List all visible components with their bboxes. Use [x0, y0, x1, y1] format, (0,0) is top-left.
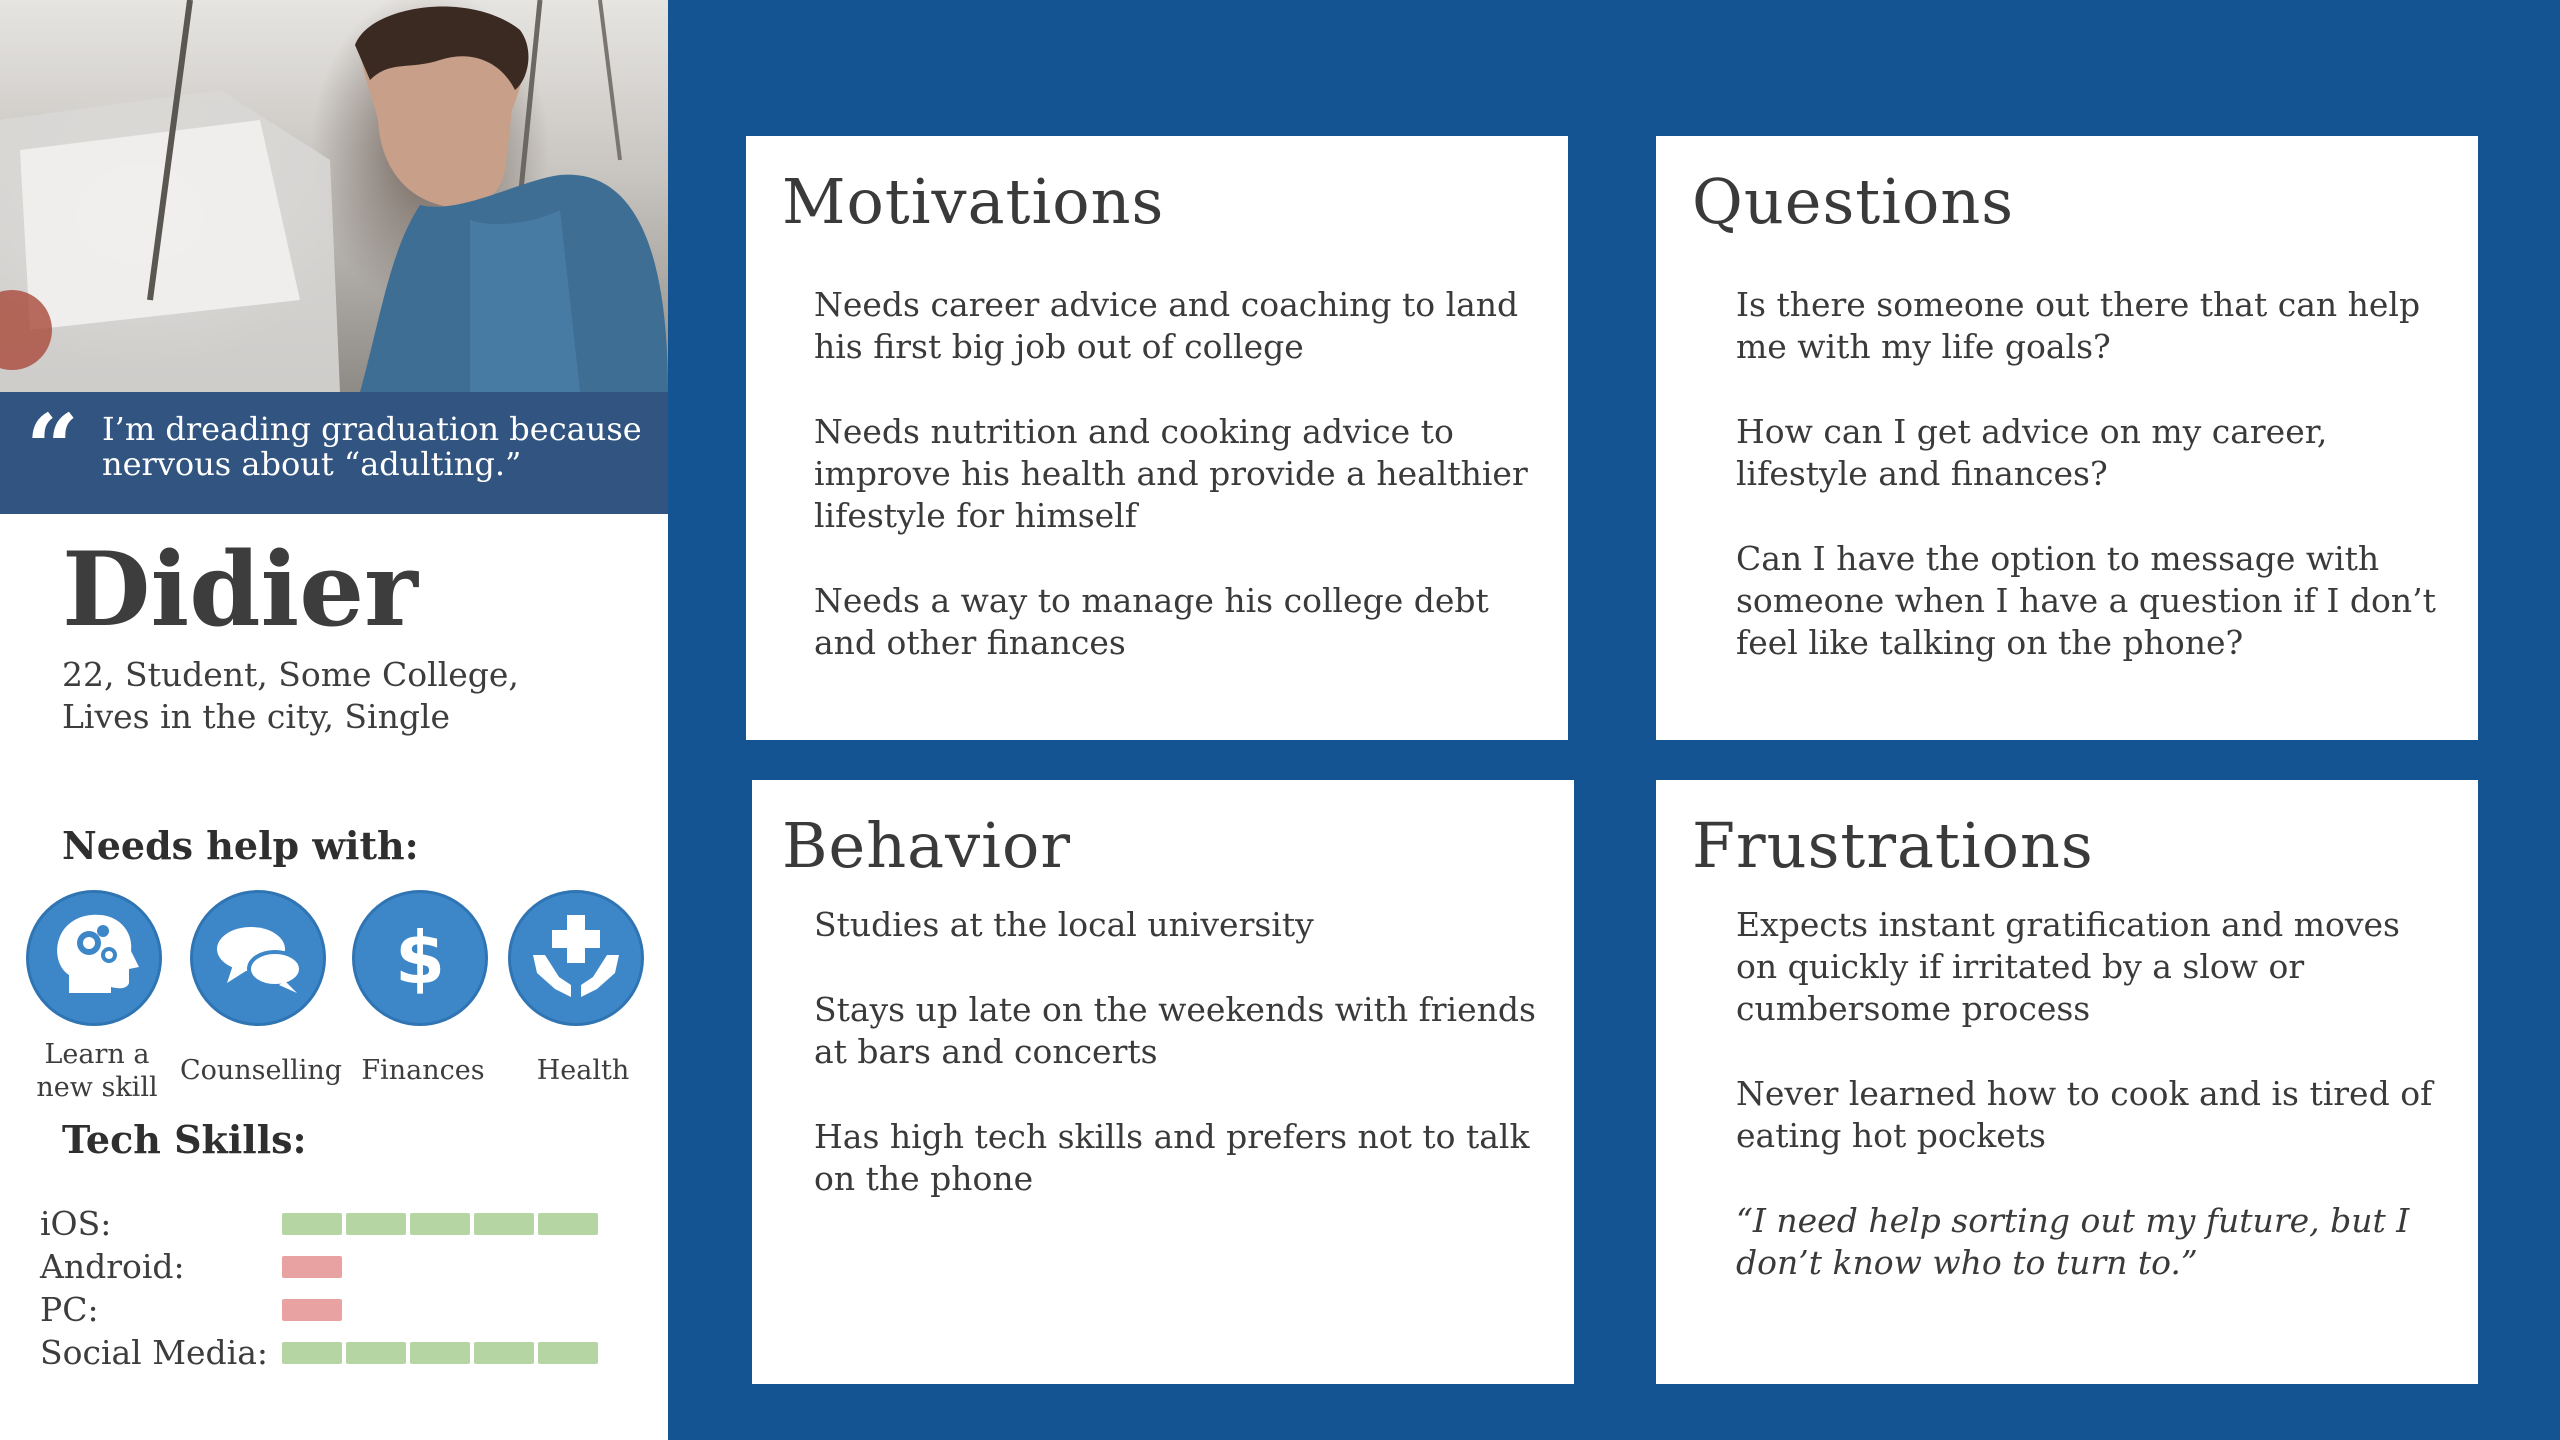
- skill-bar: [282, 1299, 602, 1321]
- skill-segment: [410, 1342, 470, 1364]
- list-item: Never learned how to cook and is tired of eating hot pockets: [1736, 1074, 2433, 1155]
- list-item: Needs nutrition and cooking advice to improve his health and provide a healthier lifestyle for himself: [814, 412, 1528, 535]
- persona-photo: [0, 0, 668, 392]
- persona-description: 22, Student, Some College, Lives in the city, Single: [62, 655, 519, 736]
- needs-heading: Needs help with:: [62, 823, 419, 868]
- need-label-learn: Learn a new skill: [36, 1039, 158, 1103]
- persona-quote: I’m dreading graduation because nervous about “adulting.”: [102, 410, 642, 483]
- skill-bar: [282, 1342, 602, 1364]
- quote-mark-icon: “: [26, 394, 79, 502]
- card-list: [814, 284, 1538, 707]
- tech-skills-heading: Tech Skills:: [62, 1117, 307, 1162]
- dollar-icon: [352, 890, 488, 1026]
- skill-label: PC:: [40, 1290, 99, 1329]
- persona-photo-illustration: [0, 0, 668, 392]
- skill-segment: [282, 1342, 342, 1364]
- head-gears-icon: [26, 890, 162, 1026]
- skill-bar: [282, 1256, 602, 1278]
- list-item: Stays up late on the weekends with friends at bars and concerts: [814, 990, 1536, 1071]
- speech-bubbles-icon: [190, 890, 326, 1026]
- list-item: Expects instant gratification and moves on quickly if irritated by a slow or cumbersome process: [1736, 905, 2400, 1028]
- skill-segment: [538, 1342, 598, 1364]
- need-label-health: Health: [536, 1055, 630, 1086]
- persona-name: Didier: [62, 530, 418, 650]
- skill-label: iOS:: [40, 1204, 112, 1243]
- skill-row-social-media: [40, 1332, 640, 1374]
- list-item: Needs a way to manage his college debt and other finances: [814, 581, 1489, 662]
- skill-segment: [474, 1342, 534, 1364]
- skill-segment: [282, 1299, 342, 1321]
- card-title: Motivations: [782, 165, 1165, 238]
- need-label-counselling: Counselling: [179, 1055, 343, 1086]
- need-label-finances: Finances: [361, 1055, 485, 1086]
- motivations-card: [746, 136, 1568, 740]
- skill-segment: [346, 1342, 406, 1364]
- skill-segment: [538, 1213, 598, 1235]
- card-title: Questions: [1692, 165, 2015, 238]
- frustrations-card: [1656, 780, 2478, 1384]
- skill-label: Social Media:: [40, 1333, 269, 1372]
- card-list: [814, 904, 1544, 1243]
- list-item: How can I get advice on my career, lifestyle and finances?: [1736, 412, 2328, 493]
- skill-segment: [474, 1213, 534, 1235]
- skill-segment: [282, 1256, 342, 1278]
- skill-row-ios: [40, 1203, 640, 1245]
- hands-cross-icon: [508, 890, 644, 1026]
- skill-label: Android:: [40, 1247, 185, 1286]
- list-item: Has high tech skills and prefers not to talk on the phone: [814, 1117, 1530, 1198]
- skill-row-pc: [40, 1289, 640, 1331]
- skill-segment: [410, 1213, 470, 1235]
- skill-segment: [346, 1213, 406, 1235]
- list-item: Is there someone out there that can help me with my life goals?: [1736, 285, 2421, 366]
- list-item-quote: “I need help sorting out my future, but I don’t know who to turn to.”: [1736, 1201, 2410, 1282]
- skill-segment: [282, 1213, 342, 1235]
- list-item: Needs career advice and coaching to land his first big job out of college: [814, 285, 1519, 366]
- list-item: Can I have the option to message with someone when I have a question if I don’t feel like talking on the phone?: [1736, 539, 2436, 662]
- skill-row-android: [40, 1246, 640, 1288]
- behavior-card: [752, 780, 1574, 1384]
- questions-card: [1656, 136, 2478, 740]
- card-title: Behavior: [782, 809, 1071, 882]
- card-title: Frustrations: [1692, 809, 2094, 882]
- persona-sidebar: [0, 0, 668, 1440]
- svg-text:$: $: [394, 916, 446, 1000]
- skill-bar: [282, 1213, 602, 1235]
- card-list: [1736, 284, 2448, 707]
- list-item: Studies at the local university: [814, 905, 1314, 944]
- card-list: [1736, 904, 2448, 1327]
- persona-details-panel: [668, 0, 2560, 1440]
